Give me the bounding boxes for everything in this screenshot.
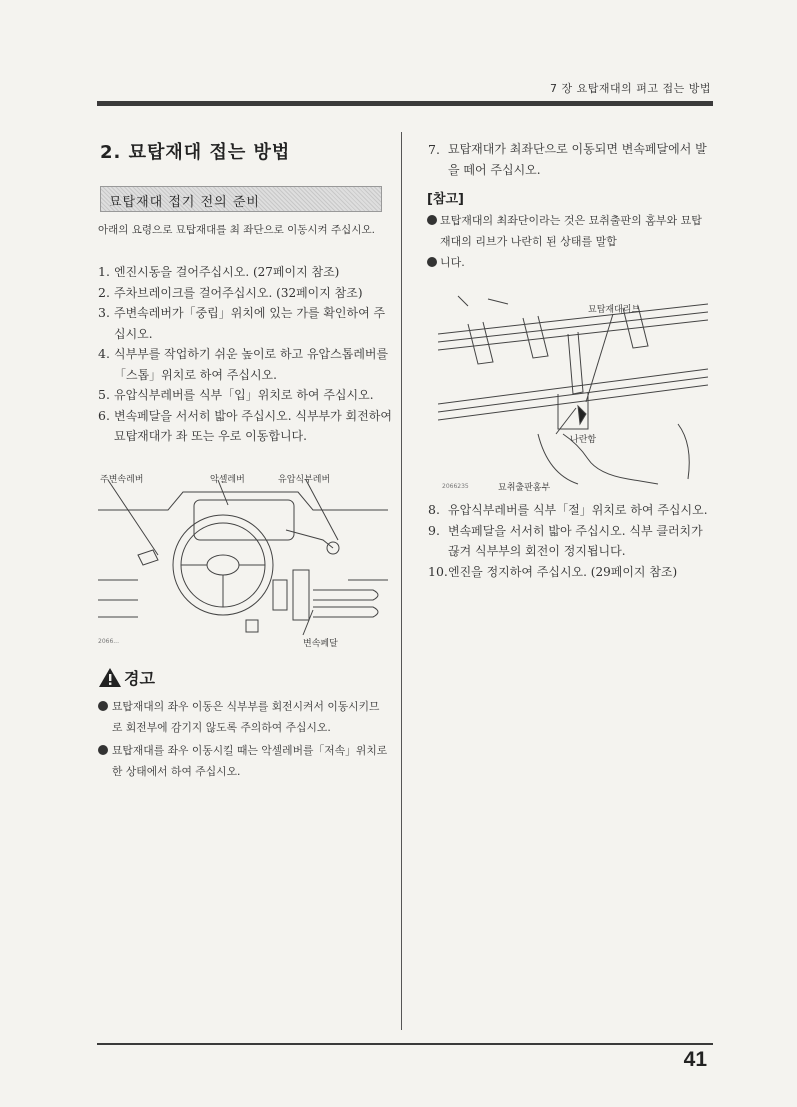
- step-number: 1.: [98, 264, 110, 279]
- label-hydraulic-lever: 유압식부레버: [278, 475, 331, 485]
- step-text: 엔진시동을 걸어주십시오. (27페이지 참조): [114, 265, 340, 279]
- bullet-icon: [427, 257, 437, 267]
- note-text: 니다.: [440, 256, 465, 269]
- list-item: [98, 740, 388, 782]
- list-item: [98, 303, 394, 344]
- step-number: 3.: [98, 305, 110, 320]
- seedling-tray-figure: [438, 284, 708, 494]
- step-text: 변속페달을 서서히 밟아 주십시오. 식부 클러치가 끊겨 식부부의 회전이 정지됩니다.: [448, 523, 703, 558]
- subsection-label: 묘탑재대 접기 전의 준비: [109, 195, 260, 210]
- page-number: 41: [683, 1048, 707, 1071]
- right-steps-list: [428, 500, 712, 582]
- header-rule: [97, 101, 713, 106]
- figure-code: 2066235: [442, 483, 469, 490]
- warning-text: 묘탑재대를 좌우 이동시킬 때는 악셀레버를「저속」위치로 한 상태에서 하여 주십시오.: [112, 744, 388, 778]
- label-groove: 묘취출판홈부: [498, 483, 551, 493]
- step-number: 2.: [98, 284, 110, 300]
- bullet-icon: [98, 701, 108, 711]
- seedling-tray-drawing: [438, 284, 708, 494]
- note-title: [참고]: [427, 192, 464, 207]
- label-shift-pedal: 변속페달: [303, 639, 338, 649]
- step-number: 8.: [428, 502, 440, 517]
- left-steps-list: [98, 262, 394, 447]
- step-text: 유압식부레버를 식부「절」위치로 하여 주십시오.: [448, 503, 708, 517]
- step-text: 주변속레버가「중립」위치에 있는 가를 확인하여 주십시오.: [114, 306, 386, 341]
- label-tray-rib: 묘탑재대리브: [588, 305, 641, 315]
- step-text: 묘탑재대가 최좌단으로 이동되면 변속페달에서 발을 떼어 주십시오.: [448, 142, 707, 177]
- note-body: [427, 210, 711, 273]
- label-aligned: 나란함: [570, 435, 597, 445]
- control-panel-figure: [98, 470, 388, 652]
- note-text: 묘탑재대의 최좌단이라는 것은 묘취출판의 홈부와 묘탑재대의 리브가 나란히 된 상태를 말합: [440, 214, 702, 248]
- step-text: 엔진을 정지하여 주십시오. (29페이지 참조): [448, 564, 678, 579]
- step-text: 변속페달을 서서히 밟아 주십시오. 식부부가 회전하여 묘탑재대가 좌 또는 우로 이동합니다.: [114, 408, 392, 443]
- label-accel-lever: 악셀레버: [210, 475, 245, 485]
- list-item: [428, 500, 712, 521]
- label-main-shift-lever: 주변속레버: [100, 475, 144, 485]
- step-number: 9.: [428, 522, 440, 538]
- list-item: [98, 262, 394, 283]
- step-number: 4.: [98, 346, 110, 361]
- step-number: 5.: [98, 387, 110, 402]
- warning-list: [98, 696, 388, 784]
- list-item: [98, 283, 394, 304]
- step-text: 식부부를 작업하기 쉬운 높이로 하고 유압스톱레버를「스톱」위치로 하여 주십시오.: [114, 347, 389, 382]
- warning-triangle-icon: [98, 667, 122, 688]
- list-item: [428, 562, 712, 583]
- column-divider: [401, 132, 402, 1030]
- step-number: 10.: [428, 563, 448, 579]
- figure-code: 2066...: [98, 638, 119, 645]
- control-panel-drawing: [98, 470, 388, 652]
- step-7: [428, 139, 713, 181]
- list-item: [428, 521, 712, 562]
- bullet-icon: [427, 215, 437, 225]
- step-number: 7.: [428, 142, 440, 157]
- list-item: [98, 385, 394, 406]
- subsection-heading: [100, 186, 382, 212]
- bullet-icon: [98, 745, 108, 755]
- step-number: 6.: [98, 407, 110, 423]
- list-item: [98, 406, 394, 447]
- section-title: 2. 묘탑재대 접는 방법: [100, 142, 291, 163]
- list-item: [98, 344, 394, 385]
- warning-text: 묘탑재대의 좌우 이동은 식부부를 회전시켜서 이동시키므로 회전부에 감기지 않도록 주의하여 주십시오.: [112, 700, 380, 734]
- warning-heading: [98, 666, 155, 689]
- chapter-header: 7 장 요탑재대의 펴고 접는 방법: [550, 82, 711, 95]
- intro-text: 아래의 요령으로 묘탑재대를 최 좌단으로 이동시켜 주십시오.: [98, 224, 375, 236]
- warning-title: 경고: [124, 669, 155, 688]
- list-item: [98, 696, 388, 738]
- footer-rule: [97, 1043, 713, 1045]
- step-text: 주차브레이크를 걸어주십시오. (32페이지 참조): [114, 285, 363, 300]
- step-text: 유압식부레버를 식부「입」위치로 하여 주십시오.: [114, 388, 374, 402]
